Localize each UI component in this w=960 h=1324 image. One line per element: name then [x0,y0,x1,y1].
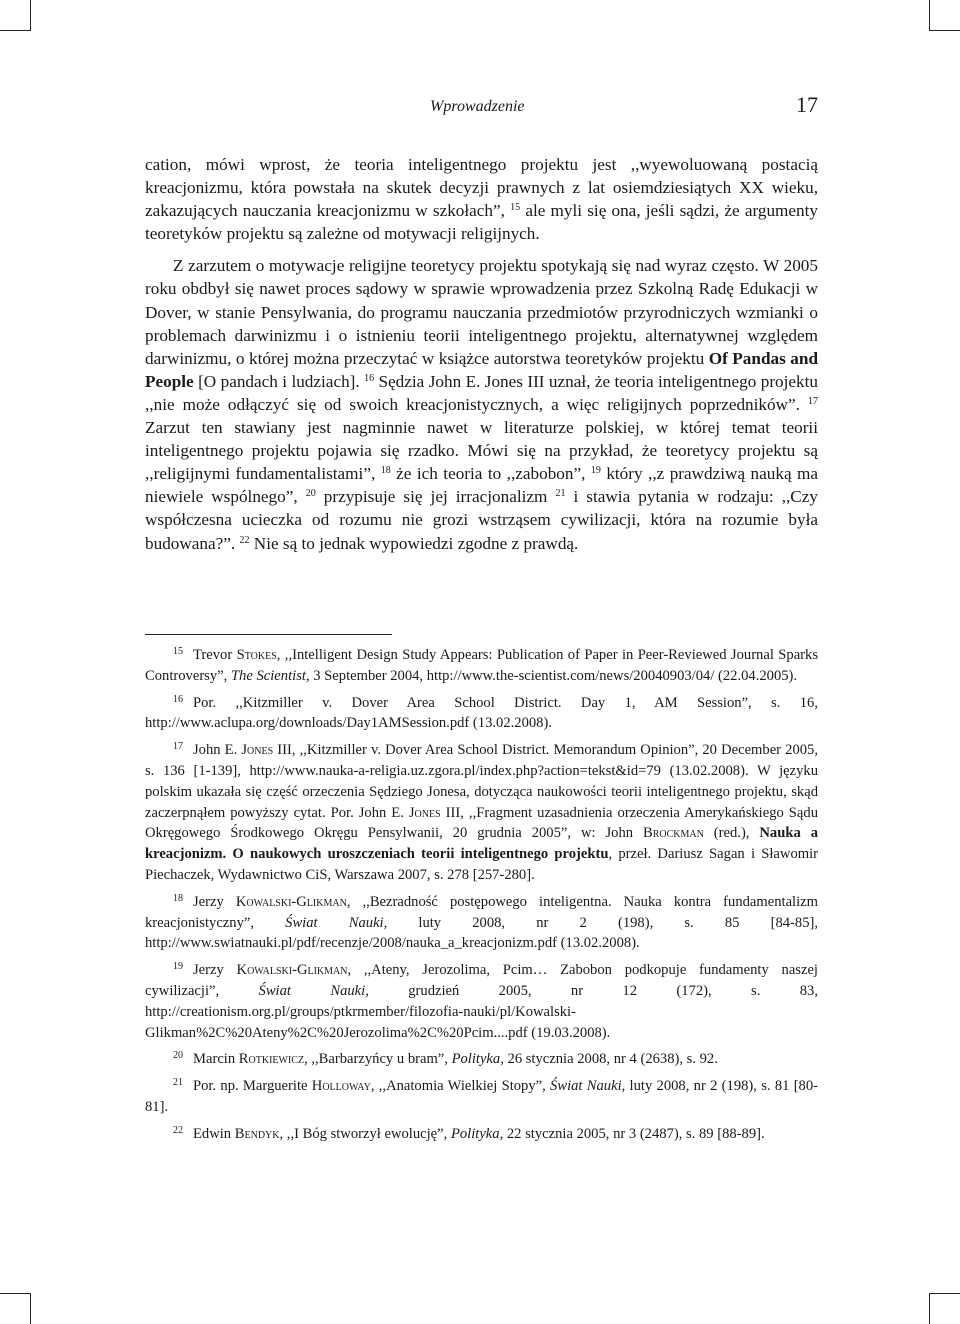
footnote-ref[interactable]: 15 [510,202,521,214]
text-run: Jerzy [193,893,236,910]
journal-title: Polityka [450,1125,500,1142]
footnote-19 [145,960,818,1043]
author-name: Rotkiewicz [238,1051,305,1068]
text-run: Por. ,,Kitzmiller v. Dover Area School District. Day 1, AM Session”, s. 16, http://www.aclupa.org/downloads/Day1AMSession.pdf (13.02.2008). [145,694,818,732]
text-run: cation, mówi wprost, że teoria inteligentnego projektu jest ,,wyewoluowaną postacią kreacjonizmu, która powstała na skutek decyzji prawnych z lat osiemdziesiątych XX wieku, zakazujących nauczania kreacjonizmu w szkołach”, [145,155,818,221]
footnotes [145,645,818,1151]
text-run: Por. np. Marguerite [193,1078,312,1095]
text-run: Marcin [193,1051,239,1068]
text-run: ale myli się ona, jeśli sądzi, że argumenty teoretyków projektu są zależne od motywacji religijnych. [145,201,819,244]
footnote-number: 17 [173,741,183,753]
footnote-number: 16 [173,693,183,705]
text-run: Nie są to jednak wypowiedzi zgodne z prawdą. [249,533,579,553]
journal-title: Polityka [451,1051,501,1068]
text-run: , ,,Barbarzyńcy u bram”, [304,1051,452,1068]
footnote-number: 21 [173,1077,183,1089]
footnote-number: 15 [173,646,183,657]
footnote-21 [145,1076,818,1118]
author-name: Stokes [236,647,277,663]
author-name: Bendyk [234,1125,280,1142]
footnote-ref[interactable]: 20 [305,488,316,500]
paragraph [145,153,818,245]
text-run: , grudzień 2005, nr 12 (172), s. 83, http://creationism.org.pl/groups/ptkrmember/filozofia-nauki/pl/Kowalski-Glikman%2C%20Ateny%2C%20Jerozolima%2C%20Pcim....pdf (19.03.2008). [145,982,818,1041]
footnote-20 [145,1049,818,1070]
footnote-separator [145,634,392,635]
text-run: Z zarzutem o motywacje religijne teoretycy projektu spotykają się nad wyraz często. W 2005 roku obdbył się nawet proces sądowy w sprawie wprowadzenia przez Szkolną Radę Edukacji w Dover, w stanie Pensylwania, do programu nauczania przedmiotów przyrodniczych wzmianki o problemach darwinizmu i o istnieniu teorii inteligentnego projektu, alternatywnej względem darwinizmu, o której można przeczytać w książce autorstwa teoretyków projektu [145,256,818,368]
text-run: , 3 September 2004, http://www.the-scientist.com/news/20040903/04/ (22.04.2005). [305,667,798,684]
text-run: , 22 stycznia 2005, nr 3 (2487), s. 89 [88-89]. [499,1125,765,1142]
text-run: który ,,z prawdziwą nauką ma niewiele wspólnego”, [145,464,819,507]
text-run: [O pandach i ludziach]. [193,371,360,391]
text-run: , 26 stycznia 2008, nr 4 (2638), s. 92. [500,1051,718,1068]
author-name: Jones [241,742,274,759]
footnote-17 [145,740,818,886]
footnote-16 [145,693,818,735]
footnote-number: 18 [173,892,183,904]
journal-title: Świat Nauki [550,1078,622,1095]
text-run: , ,,Ateny, Jerozolima, Pcim… Zabobon podkopuje fundamenty naszej cywilizacji”, [145,962,818,999]
main-text [145,153,818,555]
footnote-ref[interactable]: 17 [808,395,818,407]
paragraph [145,254,818,554]
footnote-ref[interactable]: 22 [239,534,250,546]
running-title: Wprowadzenie [430,98,525,115]
author-name: Kowalski-Glikman [236,962,348,979]
text-run: III, ,,Kitzmiller v. Dover Area School District. Memorandum Opinion”, 20 December 2005, s. 136 [1-139], http://www.nauka-a-religia.uz.zgora.pl/index.php?action=tekst&id=79 (13.02.2008). W języku polskim ukazała się część orzeczenia Sędziego Jonesa, dotycząca naukowości teorii inteligentnego projektu, skąd zaczerpnąłem powyższy cytat. Por. John E. [145,742,818,821]
footnote-18 [145,892,818,954]
text-run: , ,,Anatomia Wielkiej Stopy”, [370,1078,551,1095]
author-name: Jones [408,804,441,821]
footnote-number: 20 [173,1050,183,1062]
footnote-ref[interactable]: 21 [555,488,566,500]
author-name: Kowalski-Glikman [235,893,347,910]
text-run: , luty 2008, nr 2 (198), s. 85 [84-85], http://www.swiatnauki.pl/pdf/recenzje/2008/nauka_a_kreacjonizm.pdf (13.02.2008). [145,914,818,952]
footnote-22 [145,1124,818,1145]
journal-title: Świat Nauki [258,982,366,999]
text-run: Jerzy [193,962,237,979]
footnote-ref[interactable]: 16 [364,372,375,384]
crop-mark-top-right [929,0,960,31]
footnote-ref[interactable]: 19 [590,465,601,477]
text-run: (red.), [703,825,760,842]
text-run: John E. [193,742,242,759]
text-run: przypisuje się jej irracjonalizm [315,487,548,507]
text-run: , luty 2008, nr 2 (198), s. 81 [80-81]. [145,1078,819,1115]
text-run: że ich teoria to ,,zabobon”, [390,464,586,484]
text-run: III, ,,Fragment uzasadnienia orzeczenia Amerykańskiego Sądu Okręgowego Środkowego Okręgu Pensylwanii, 20 grudnia 2005”, w: John [145,804,818,842]
footnote-number: 22 [173,1124,183,1136]
book-title: Nauka a kreacjonizm. O naukowych uroszczeniach teorii inteligentnego projektu [145,825,818,863]
author-name: Holloway [311,1078,371,1095]
text-run: Edwin [193,1125,235,1142]
text-run: , ,,Bezradność postępowego inteligentna. Nauka kontra fundamentalizm kreacjonistyczny”, [145,893,818,931]
journal-title: Świat Nauki [285,914,384,931]
footnote-15 [145,645,818,687]
page-number: 17 [796,92,818,117]
text-run: , przeł. Dariusz Sagan i Sławomir Piechaczek, Wydawnictwo CiS, Warszawa 2007, s. 278 [257-280]. [145,846,819,883]
crop-mark-top-left [0,0,31,31]
editor-name: Brockman [643,825,704,842]
text-run: i stawia pytania w rodzaju: ,,Czy współczesna ucieczka od rozumu nie grozi wstrząsem cywilizacji, która na rozumie była budowana?”. [145,487,818,553]
text-run: Sędzia John E. Jones III uznał, że teoria inteligentnego projektu ,,nie może odłączyć się od swoich kreacjonistycznych, a więc religijnych poprzedników”. [145,371,818,414]
book-title: Of Pandas and People [145,348,819,391]
footnote-ref[interactable]: 18 [380,465,391,477]
crop-mark-bottom-right [929,1293,960,1324]
running-header [145,92,818,128]
crop-mark-bottom-left [0,1293,31,1324]
text-run: , ,,I Bóg stworzył ewolucję”, [279,1125,451,1142]
journal-title: The Scientist [230,667,306,684]
text-run: Zarzut ten stawiany jest nagminnie nawet w literaturze polskiej, w której temat teorii inteligentnego projektu pojawia się rzadko. Mówi się na przykład, że teoretycy projektu są ,,religijnymi fundamentalistami”, [145,418,818,484]
text-run: , ,,Intelligent Design Study Appears: Publication of Paper in Peer-Reviewed Journal Sparks Controversy”, [145,647,819,684]
footnote-number: 19 [173,961,183,973]
text-run: Trevor [193,647,237,663]
